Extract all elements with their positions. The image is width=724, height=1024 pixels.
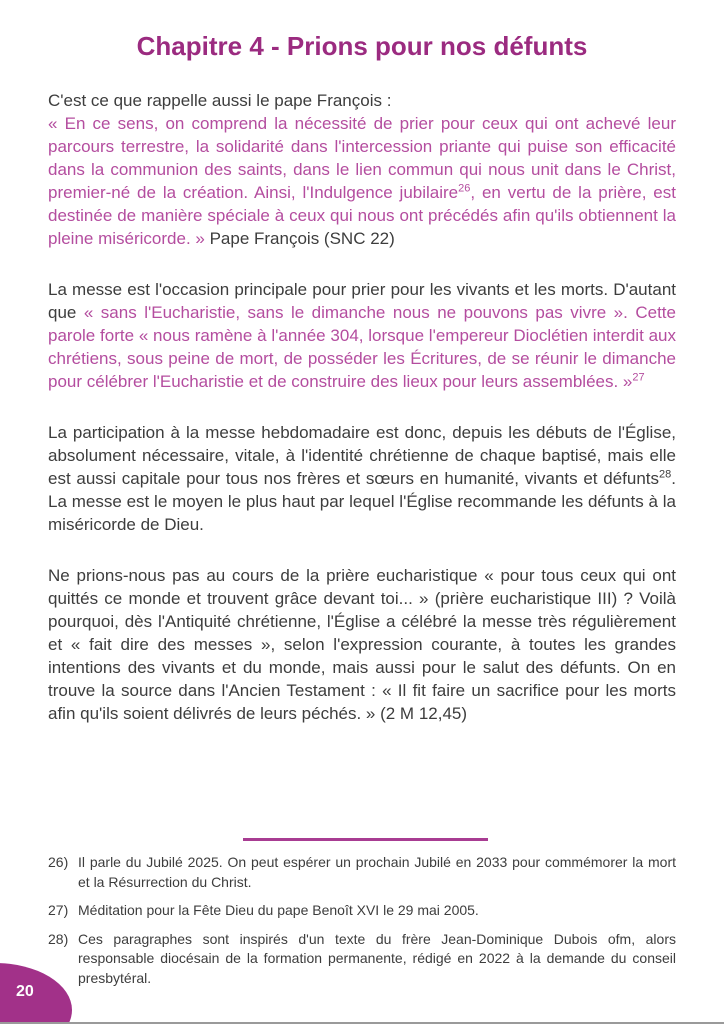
footnote-ref-27: 27 bbox=[632, 371, 645, 384]
body-text: La participation à la messe hebdomadaire est donc, depuis les débuts de l'Église, absolument nécessaire, vitale, à l'identité chrétienne de chaque baptisé, mais elle est aussi capitale pour tous nos frères et sœurs en humanité, vivants et défunts bbox=[48, 423, 676, 488]
footnote-marker: 26) bbox=[48, 854, 69, 870]
footnote-text: Ces paragraphes sont inspirés d'un texte du frère Jean-Dominique Dubois ofm, alors responsable diocésain de la formation permanente, rédigé en 2022 à la demande du conseil presbytéral. bbox=[78, 930, 676, 986]
paragraph-participation-messe bbox=[48, 421, 676, 536]
footnote-item-26 bbox=[48, 853, 676, 892]
body-text: . La messe est le moyen le plus haut par lequel l'Église recommande les défunts à la miséricorde de Dieu. bbox=[48, 469, 676, 534]
paragraph-priere-eucharistique bbox=[48, 564, 676, 725]
page-content bbox=[48, 89, 676, 828]
quote-text: « En ce sens, on comprend la nécessité de prier pour ceux qui ont achevé leur parcours terrestre, la solidarité dans l'intercession priante qui puise son efficacité dans la communion des saints, dans le lien commun qui nous unit dans le Christ, premier-né de la création. Ainsi, l'Indulgence jubilaire bbox=[48, 114, 676, 202]
footnote-item-27 bbox=[48, 901, 676, 921]
quote-text: « sans l'Eucharistie, sans le dimanche nous ne pouvons pas vivre ». Cette parole forte « nous ramène à l'année 304, lorsque l'empereur Dioclétien interdit aux chrétiens, sous peine de mort, de posséder les Écritures, de se réunir le dimanche pour célébrer l'Eucharistie et de construire des lieux pour leurs assemblées. » bbox=[48, 303, 676, 391]
paragraph-messe-occasion bbox=[48, 278, 676, 393]
paragraph-intro: La messe est l'occasion principale pour prier pour les vivants et les morts. D'autant que bbox=[48, 280, 676, 322]
footnote-ref-28: 28 bbox=[659, 468, 672, 481]
paragraph-intro: C'est ce que rappelle aussi le pape François : bbox=[48, 91, 392, 110]
footnote-text: Il parle du Jubilé 2025. On peut espérer un prochain Jubilé en 2033 pour commémorer la mort et la Résurrection du Christ. bbox=[78, 854, 676, 890]
footnote-list bbox=[48, 853, 676, 997]
footnote-item-28 bbox=[48, 930, 676, 989]
page-number: 20 bbox=[16, 983, 34, 1000]
chapter-title: Chapitre 4 - Prions pour nos défunts bbox=[136, 31, 588, 61]
body-text: Ne prions-nous pas au cours de la prière eucharistique « pour tous ceux qui ont quittés ce monde et trouvent grâce devant toi... » (prière eucharistique III) ? Voilà pourquoi, dès l'Antiquité chrétienne, l'Église a célébré la messe très régulièrement et « fait dire des messes », selon l'expression courante, à toutes les grandes intentions des vivants et du monde, mais aussi pour le salut des défunts. On en trouve la source dans l'Ancien Testament : « Il fit faire un sacrifice pour les morts afin qu'ils soient délivrés de leurs péchés. » (2 M 12,45) bbox=[48, 566, 676, 723]
quote-attribution: Pape François (SNC 22) bbox=[204, 229, 395, 248]
footnote-text: Méditation pour la Fête Dieu du pape Benoît XVI le 29 mai 2005. bbox=[78, 902, 479, 918]
quote-text: , en vertu de la prière, est destinée de manière spéciale à ceux qui nous ont précédés afin qu'ils obtiennent la pleine miséricorde. » bbox=[48, 183, 676, 248]
paragraph-pape-francois bbox=[48, 89, 676, 250]
footnote-separator-line bbox=[243, 838, 488, 841]
footnote-ref-26: 26 bbox=[458, 182, 471, 195]
footnote-marker: 28) bbox=[48, 930, 69, 947]
footnote-marker: 27) bbox=[48, 902, 69, 918]
